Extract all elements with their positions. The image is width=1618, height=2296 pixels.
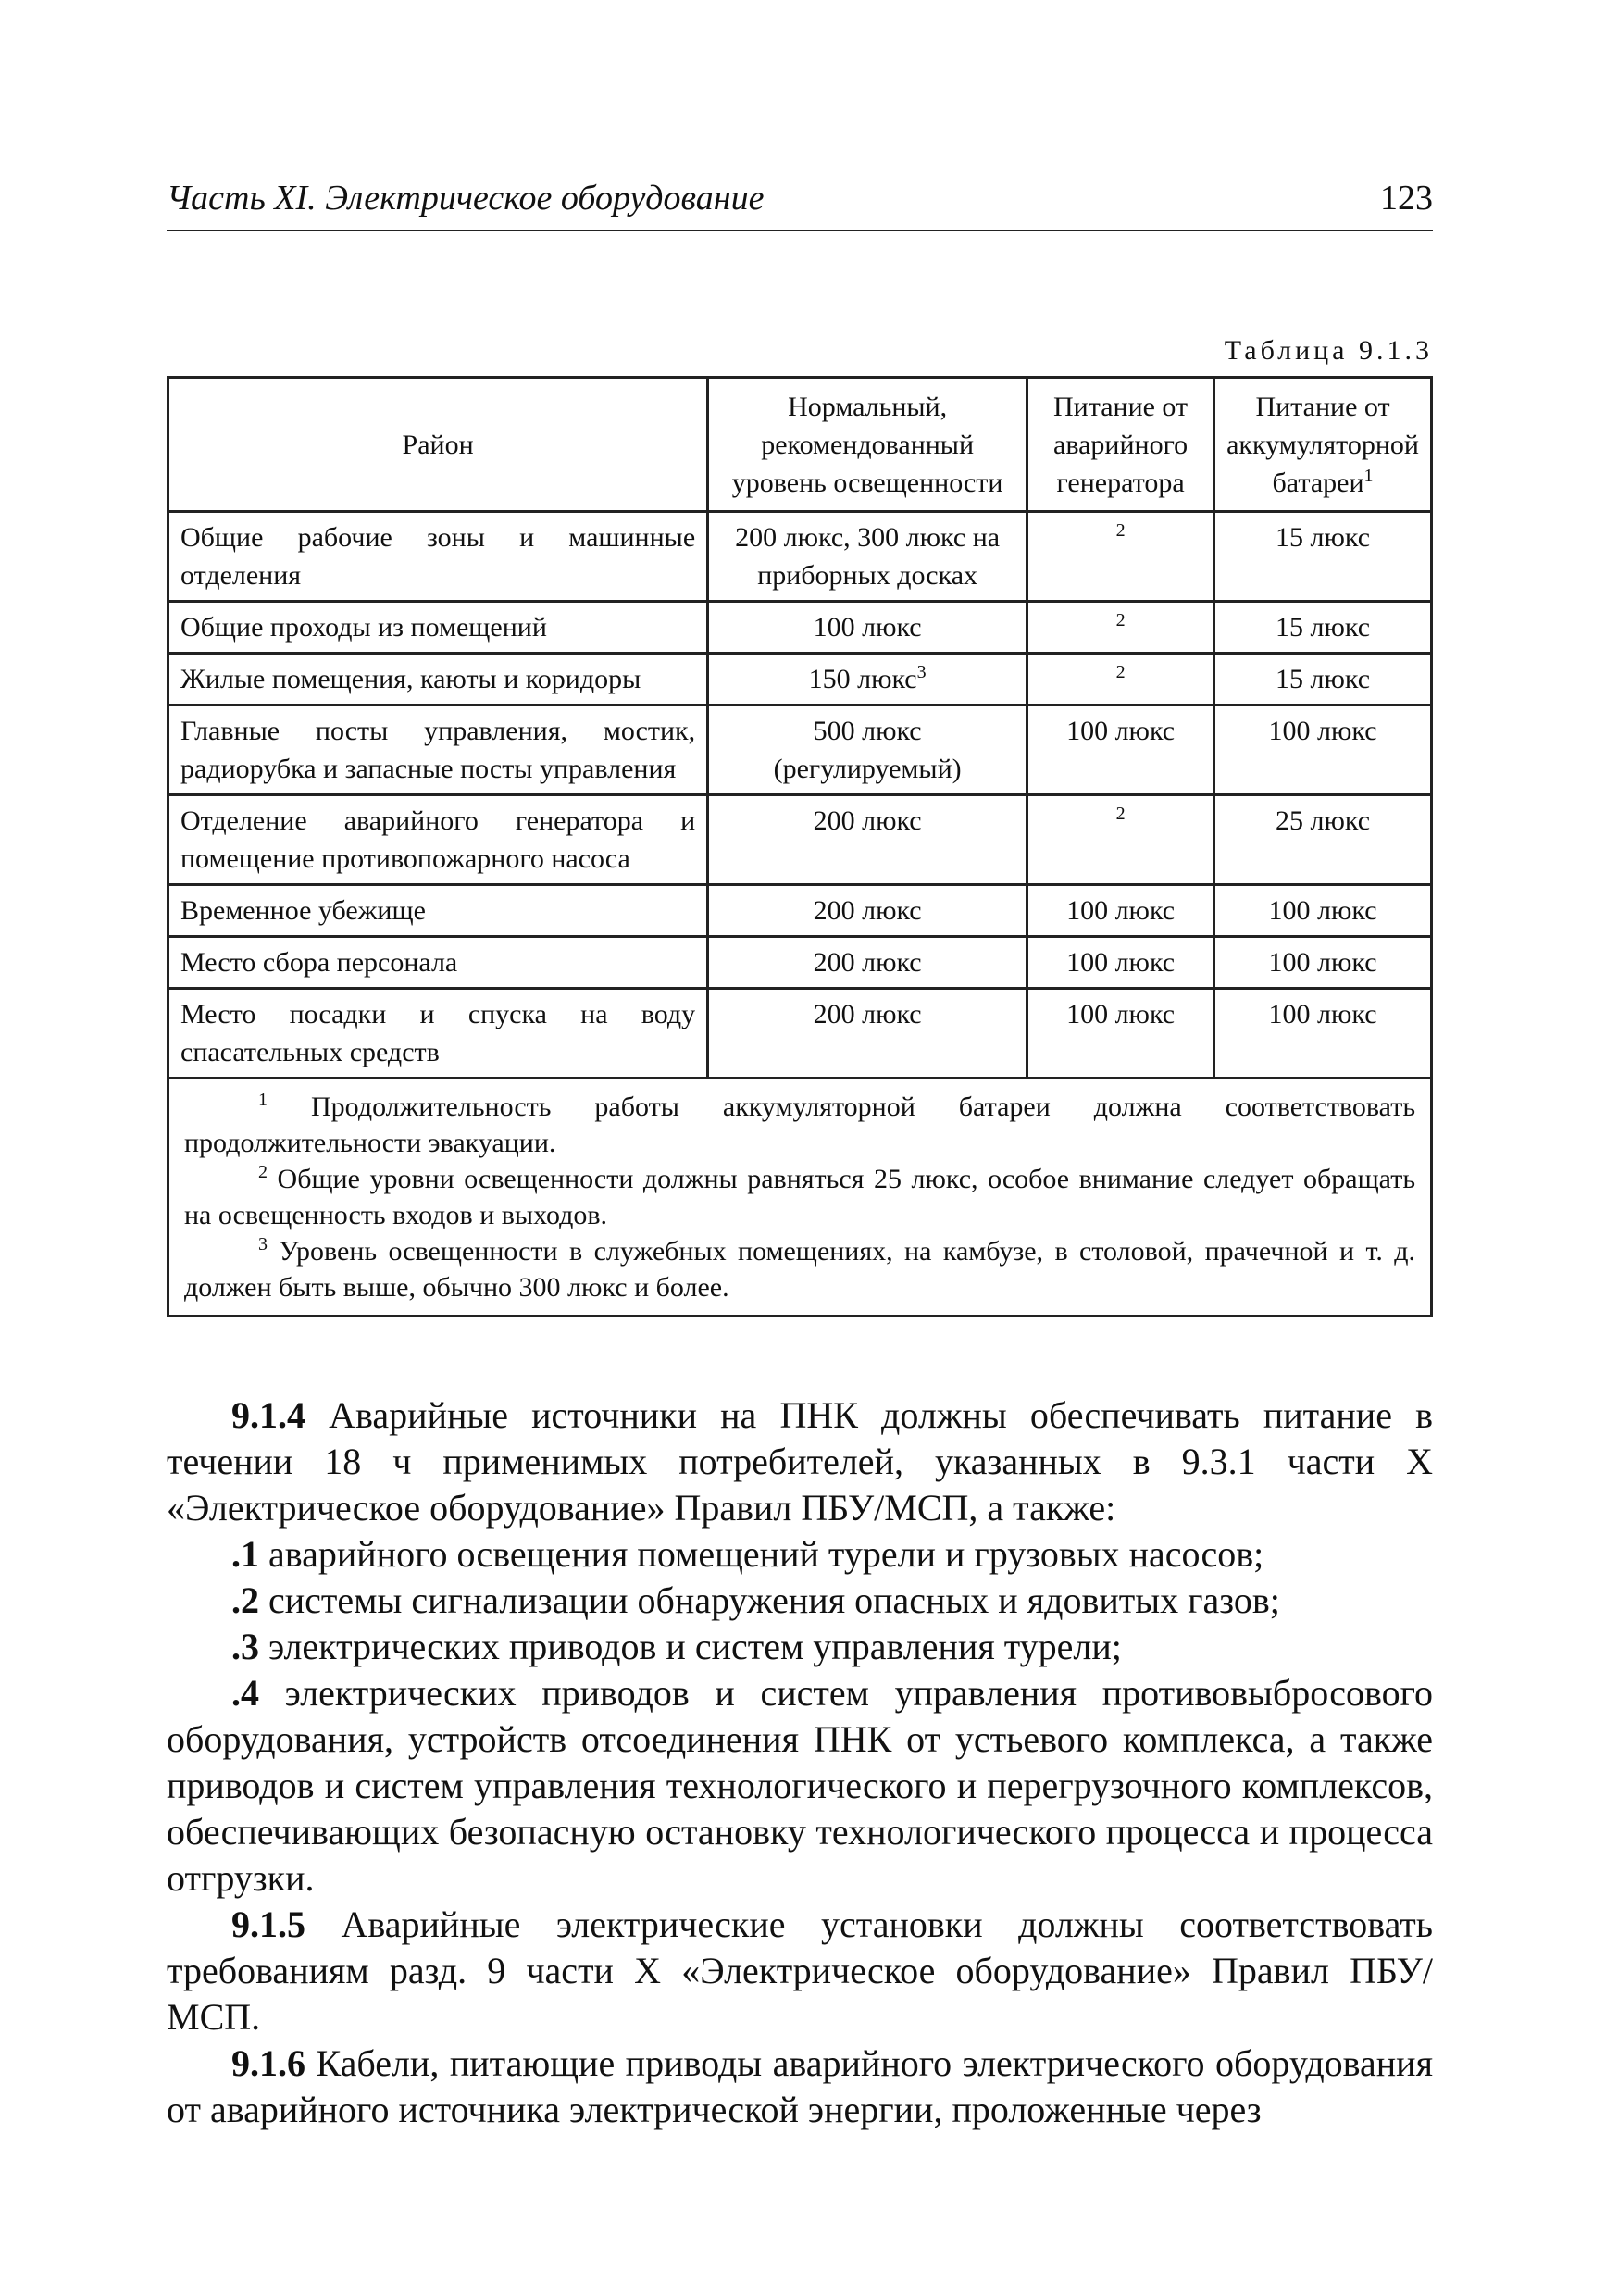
cell-battery: 15 люкс [1214, 602, 1432, 654]
cell-area: Общие проходы из помещений [168, 602, 708, 654]
illumination-table [167, 376, 1433, 1317]
cell-area: Общие рабочие зоны и машинные отделения [168, 512, 708, 602]
table-notes-row [168, 1079, 1432, 1316]
page-number: 123 [1380, 179, 1433, 218]
cell-area: Жилые помещения, каюты и коридоры [168, 654, 708, 705]
cell-generator: 2 [1027, 602, 1214, 654]
paragraph: 9.1.6 Кабели, питающие приводы аварийного электрического оборудования от аварийного источника электрической энергии, проложенные через [167, 2042, 1433, 2130]
cell-generator: 100 люкс [1027, 989, 1214, 1079]
cell-normal: 150 люкс$^3$ [708, 654, 1027, 705]
list-item: .1 аварийного освещения помещений турели и грузовых насосов; [231, 1533, 1264, 1575]
table-row [168, 512, 1432, 602]
cell-area: Место сбора персонала [168, 937, 708, 989]
header-emergency-generator: Питание от аварийного генератора [1027, 378, 1214, 512]
footnote: $^1$ Продолжительность работы аккумуляторной батареи должна соответствовать продолжительности эвакуации. [184, 1090, 1416, 1158]
cell-normal: 200 люкс [708, 937, 1027, 989]
table-row [168, 795, 1432, 885]
cell-battery: 15 люкс [1214, 654, 1432, 705]
list-item: .4 электрических приводов и систем управления противовыбросового оборудования, устройств отсоединения ПНК от устьевого комплекса, а также приводов и систем управления технологического и перегрузочного комплексов, обеспечивающих безопасную остановку технологического процесса и процесса отгрузки. [167, 1672, 1433, 1899]
cell-normal: 500 люкс (регулируемый) [708, 705, 1027, 795]
table-header-row [168, 378, 1432, 512]
chapter-title: Часть XI. Электрическое оборудование [167, 179, 765, 218]
running-header [167, 178, 1433, 231]
cell-generator: 2 [1027, 512, 1214, 602]
header-area: Район [168, 378, 708, 512]
cell-generator: 100 люкс [1027, 705, 1214, 795]
cell-battery: 100 люкс [1214, 885, 1432, 937]
list-item: .3 электрических приводов и систем управления турели; [231, 1626, 1122, 1667]
cell-battery: 100 люкс [1214, 937, 1432, 989]
list-item: .2 системы сигнализации обнаружения опасных и ядовитых газов; [231, 1579, 1280, 1621]
cell-area: Главные посты управления, мостик, радиорубка и запасные посты управления [168, 705, 708, 795]
table-row [168, 654, 1432, 705]
paragraph: 9.1.4 Аварийные источники на ПНК должны обеспечивать питание в течении 18 ч применимых потребителей, указанных в 9.3.1 части X «Электрическое оборудование» Правил ПБУ/МСП, а также: [167, 1394, 1433, 1529]
table-footnotes [168, 1079, 1432, 1316]
cell-generator: 2 [1027, 795, 1214, 885]
cell-area: Место посадки и спуска на воду спасательных средств [168, 989, 708, 1079]
cell-normal: 200 люкс [708, 795, 1027, 885]
cell-generator: 2 [1027, 654, 1214, 705]
cell-battery: 100 люкс [1214, 705, 1432, 795]
footnote: $^2$ Общие уровни освещенности должны равняться 25 люкс, особое внимание следует обращать на освещенность входов и выходов. [184, 1162, 1415, 1230]
footnote: $^3$ Уровень освещенности в служебных помещениях, на камбузе, в столовой, прачечной и т. д. должен быть выше, обычно 300 люкс и более. [184, 1234, 1416, 1303]
paragraph: 9.1.5 Аварийные электрические установки должны соответствовать требованиям разд. 9 части X «Электрическое оборудование» Правил ПБУ/МСП. [167, 1903, 1434, 2038]
cell-normal: 100 люкс [708, 602, 1027, 654]
table-row [168, 937, 1432, 989]
cell-battery: 100 люкс [1214, 989, 1432, 1079]
table-row [168, 989, 1432, 1079]
header-battery: Питание от аккумуляторной батареи$^1$ [1214, 378, 1432, 512]
table-caption: Таблица 9.1.3 [1224, 335, 1433, 366]
body-text [167, 1392, 1433, 2133]
cell-normal: 200 люкс [708, 989, 1027, 1079]
cell-generator: 100 люкс [1027, 937, 1214, 989]
cell-area: Отделение аварийного генератора и помещение противопожарного насоса [168, 795, 708, 885]
cell-normal: 200 люкс [708, 885, 1027, 937]
cell-generator: 100 люкс [1027, 885, 1214, 937]
table-row [168, 705, 1432, 795]
cell-normal: 200 люкс, 300 люкс на приборных досках [708, 512, 1027, 602]
header-normal-level: Нормальный, рекомендованный уровень освещенности [708, 378, 1027, 512]
cell-battery: 25 люкс [1214, 795, 1432, 885]
table-row [168, 885, 1432, 937]
table-row [168, 602, 1432, 654]
cell-area: Временное убежище [168, 885, 708, 937]
cell-battery: 15 люкс [1214, 512, 1432, 602]
